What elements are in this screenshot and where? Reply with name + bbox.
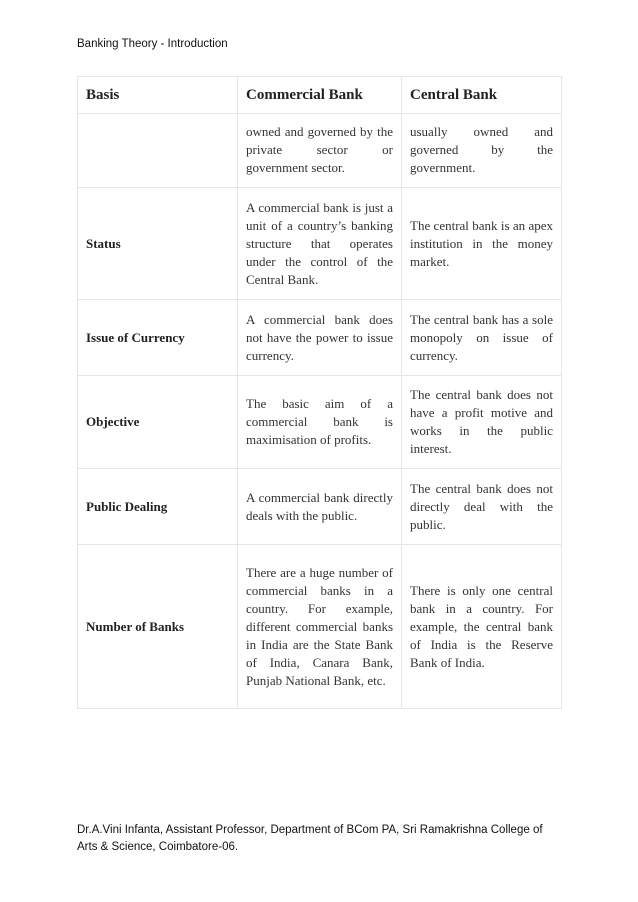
basis-cell: Status (78, 188, 238, 300)
column-header-basis: Basis (78, 77, 238, 114)
commercial-bank-cell: A commercial bank does not have the power to issue currency. (238, 300, 402, 376)
column-header-central-bank: Central Bank (402, 77, 562, 114)
commercial-bank-cell: owned and governed by the private sector or government sector. (238, 114, 402, 188)
table-header-row (78, 77, 562, 114)
page-footer: Dr.A.Vini Infanta, Assistant Professor, Department of BCom PA, Sri Ramakrishna College of Arts & Science, Coimbatore-06. (77, 824, 543, 853)
table-row (78, 376, 562, 469)
page-header: Banking Theory - Introduction (77, 38, 228, 50)
central-bank-cell: The central bank has a sole monopoly on issue of currency. (402, 300, 562, 376)
central-bank-cell: usually owned and governed by the government. (402, 114, 562, 188)
commercial-bank-cell: A commercial bank is just a unit of a country’s banking structure that operates under the control of the Central Bank. (238, 188, 402, 300)
central-bank-cell: The central bank is an apex institution in the money market. (402, 188, 562, 300)
table-row (78, 300, 562, 376)
table-row (78, 469, 562, 545)
central-bank-cell: The central bank does not have a profit motive and works in the public interest. (402, 376, 562, 469)
central-bank-cell: There is only one central bank in a country. For example, the central bank of India is the Reserve Bank of India. (402, 545, 562, 709)
basis-cell (78, 114, 238, 188)
table-row (78, 545, 562, 709)
basis-cell: Issue of Currency (78, 300, 238, 376)
basis-cell: Public Dealing (78, 469, 238, 545)
comparison-table (77, 76, 562, 709)
basis-cell: Number of Banks (78, 545, 238, 709)
column-header-commercial-bank: Commercial Bank (238, 77, 402, 114)
commercial-bank-cell: There are a huge number of commercial banks in a country. For example, different commercial banks in India are the State Bank of India, Canara Bank, Punjab National Bank, etc. (238, 545, 402, 709)
commercial-bank-cell: A commercial bank directly deals with the public. (238, 469, 402, 545)
table-row (78, 114, 562, 188)
central-bank-cell: The central bank does not directly deal with the public. (402, 469, 562, 545)
basis-cell: Objective (78, 376, 238, 469)
table-row (78, 188, 562, 300)
commercial-bank-cell: The basic aim of a commercial bank is maximisation of profits. (238, 376, 402, 469)
